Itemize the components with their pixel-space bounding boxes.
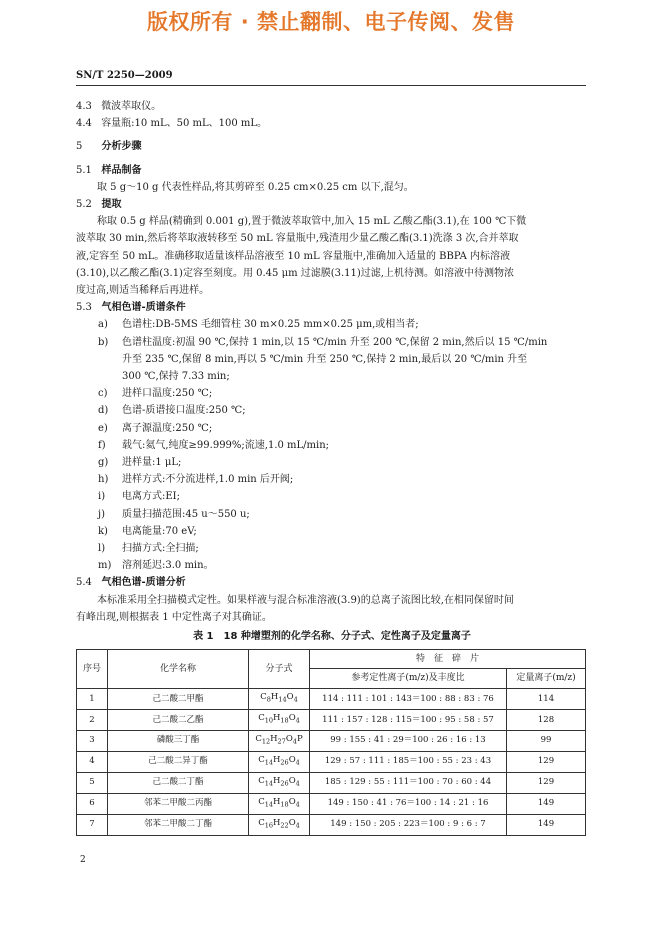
cell-formula — [249, 793, 310, 814]
standard-number: SN/T 2250—2009 — [76, 70, 173, 81]
cell-no: 6 — [77, 793, 108, 814]
condition-text: 进样方式:不分流进样,1.0 min 后开阀; — [122, 474, 294, 486]
table-caption: 表 1 18 种增塑剂的化学名称、分子式、定性离子及定量离子 — [193, 631, 471, 643]
section-5-4-text-line-1: 本标准采用全扫描模式定性。如果样液与混合标准溶液(3.9)的总离子流图比较,在相同保留时间 — [97, 594, 514, 606]
cell-quant: 149 — [507, 793, 586, 814]
condition-key: a) — [98, 319, 108, 331]
table-row — [77, 772, 586, 793]
cell-no: 4 — [77, 751, 108, 772]
cell-ref: 129 : 57 : 111 : 185＝100 : 55 : 23 : 43 — [310, 751, 507, 772]
plasticizer-table — [76, 649, 586, 835]
condition-key: c) — [98, 388, 108, 400]
cell-ref: 185 : 129 : 55 : 111＝100 : 70 : 60 : 44 — [310, 772, 507, 793]
cell-no: 7 — [77, 814, 108, 835]
condition-key: b) — [98, 336, 109, 348]
table-row — [77, 814, 586, 835]
cell-name: 邻苯二甲酸二丁酯 — [108, 814, 249, 835]
condition-text: 升至 235 ℃,保留 8 min,再以 5 ℃/min 升至 250 ℃,保持 2 min,最后以 20 ℃/min 升至 — [122, 353, 528, 365]
condition-text: 进样量:1 μL; — [122, 457, 182, 469]
cell-name: 磷酸三丁酯 — [108, 731, 249, 752]
cell-ref: 114 : 111 : 101 : 143＝100 : 88 : 83 : 76 — [310, 689, 507, 710]
cell-ref: 99 : 155 : 41 : 29＝100 : 26 : 16 : 13 — [310, 731, 507, 752]
condition-item — [76, 334, 588, 351]
condition-text: 电离能量:70 eV; — [122, 525, 197, 537]
cell-name: 邻苯二甲酸二丙酯 — [108, 793, 249, 814]
condition-item — [76, 506, 588, 523]
section-5-4-text-line-2: 有峰出现,则根据表 1 中定性离子对其确证。 — [76, 611, 272, 623]
header-quant-ion: 定量离子(m/z) — [507, 669, 586, 689]
item-4-4: 4.4 容量瓶:10 mL、50 mL、100 mL。 — [76, 118, 267, 130]
condition-key: g) — [98, 457, 109, 469]
copyright-watermark: 版权所有 · 禁止翻制、电子传阅、发售 — [146, 10, 516, 34]
condition-item — [76, 471, 588, 488]
condition-item — [76, 540, 588, 557]
condition-key: l) — [98, 543, 106, 555]
table-row — [77, 731, 586, 752]
gcms-conditions-list — [76, 316, 588, 574]
cell-quant: 149 — [507, 814, 586, 835]
formula-text: $C_{16}H_{22}O_4$ — [258, 817, 300, 830]
condition-item — [76, 385, 588, 402]
cell-formula — [249, 710, 310, 731]
condition-item — [76, 316, 588, 333]
cell-ref: 111 : 157 : 128 : 115＝100 : 95 : 58 : 57 — [310, 710, 507, 731]
cell-quant: 99 — [507, 731, 586, 752]
cell-formula — [249, 772, 310, 793]
condition-text: 溶剂延迟:3.0 min。 — [122, 560, 214, 572]
condition-text: 色谱-质谱接口温度:250 ℃; — [122, 405, 246, 417]
cell-formula — [249, 814, 310, 835]
condition-item — [76, 437, 588, 454]
condition-item — [76, 488, 588, 505]
formula-text: $C_{14}H_{18}O_4$ — [258, 796, 300, 809]
table-row — [77, 793, 586, 814]
condition-item — [76, 351, 588, 368]
condition-text: 色谱柱:DB-5MS 毛细管柱 30 m×0.25 mm×0.25 μm,或相当者; — [122, 319, 419, 331]
table-row — [77, 751, 586, 772]
cell-quant: 129 — [507, 751, 586, 772]
cell-name: 己二酸二乙酯 — [108, 710, 249, 731]
condition-item — [76, 420, 588, 437]
document-body — [76, 98, 588, 836]
condition-text: 质量扫描范围:45 u～550 u; — [122, 508, 250, 520]
condition-item — [76, 523, 588, 540]
section-5-3-heading: 5.3 气相色谱-质谱条件 — [76, 302, 186, 314]
condition-key: h) — [98, 474, 109, 486]
condition-text: 离子源温度:250 ℃; — [122, 422, 213, 434]
formula-text: $C_{12}H_{27}O_4P$ — [255, 734, 303, 746]
section-5-2-paragraph: 称取 0.5 g 样品(精确到 0.001 g),置于微波萃取管中,加入 15 mL 乙酸乙酯(3.1),在 100 ℃下微 波萃取 30 min,然后将萃取液转移至 50 mL 容量瓶中,残渣用少量乙酸乙酯(3.1)洗涤 3 次,合并萃取 液,定容至 50 mL。准确移取适量该样品溶液至 10 mL 容量瓶中,准确加入适量的 BBPA 内标溶液 (3.10),以乙酸乙酯(3.1)定容至刻度。用 0.45 μm 过滤膜(3.11)过滤,上机待测。如溶液中待测物浓 度过高,则适当稀释后再进样。 — [76, 216, 527, 297]
condition-key: k) — [98, 525, 108, 537]
cell-name: 己二酸二异丁酯 — [108, 751, 249, 772]
cell-ref: 149 : 150 : 41 : 76＝100 : 14 : 21 : 16 — [310, 793, 507, 814]
cell-no: 1 — [77, 689, 108, 710]
cell-formula — [249, 689, 310, 710]
header-name: 化学名称 — [108, 650, 249, 689]
cell-formula — [249, 731, 310, 752]
cell-name: 己二酸二甲酯 — [108, 689, 249, 710]
item-4-3: 4.3 微波萃取仪。 — [76, 101, 162, 112]
section-5-4-heading: 5.4 气相色谱-质谱分析 — [76, 577, 186, 589]
condition-key: m) — [98, 560, 112, 572]
header-ref-ions: 参考定性离子(m/z)及丰度比 — [310, 669, 507, 689]
section-5-1-heading: 5.1 样品制备 — [76, 164, 142, 176]
section-5-heading: 5 分析步骤 — [76, 141, 142, 153]
table-body — [77, 689, 586, 835]
table-row — [77, 689, 586, 710]
condition-text: 载气:氦气,纯度≥99.999%;流速,1.0 mL/min; — [122, 439, 330, 451]
header-no: 序号 — [77, 650, 108, 689]
condition-key: d) — [98, 405, 109, 417]
cell-quant: 128 — [507, 710, 586, 731]
condition-key: j) — [98, 508, 106, 520]
formula-text: $C_{14}H_{26}O_4$ — [258, 775, 300, 788]
section-5-2-heading: 5.2 提取 — [76, 199, 122, 211]
page-number: 2 — [80, 855, 86, 865]
section-5-1-text: 取 5 g～10 g 代表性样品,将其剪碎至 0.25 cm×0.25 cm 以下,混匀。 — [97, 181, 414, 193]
header-rule — [76, 85, 586, 86]
header-formula: 分子式 — [249, 650, 310, 689]
condition-text: 扫描方式:全扫描; — [122, 543, 199, 555]
condition-item — [76, 368, 588, 385]
condition-item — [76, 402, 588, 419]
cell-quant: 129 — [507, 772, 586, 793]
header-fragments: 特 征 碎 片 — [310, 650, 586, 669]
cell-quant: 114 — [507, 689, 586, 710]
cell-no: 5 — [77, 772, 108, 793]
cell-no: 3 — [77, 731, 108, 752]
table-row — [77, 710, 586, 731]
formula-text: $C_{10}H_{18}O_4$ — [258, 713, 300, 725]
cell-no: 2 — [77, 710, 108, 731]
cell-name: 己二酸二丁酯 — [108, 772, 249, 793]
cell-formula — [249, 751, 310, 772]
condition-item — [76, 557, 588, 574]
condition-text: 300 ℃,保持 7.33 min; — [122, 371, 230, 383]
condition-text: 进样口温度:250 ℃; — [122, 388, 213, 400]
condition-item — [76, 454, 588, 471]
cell-ref: 149 : 150 : 205 : 223＝100 : 9 : 6 : 7 — [310, 814, 507, 835]
formula-text: $C_{14}H_{26}O_4$ — [258, 754, 300, 767]
condition-key: i) — [98, 491, 106, 503]
condition-key: e) — [98, 422, 108, 434]
condition-text: 色谱柱温度:初温 90 ℃,保持 1 min,以 15 ℃/min 升至 200 ℃,保留 2 min,然后以 15 ℃/min — [122, 336, 548, 348]
condition-key: f) — [98, 439, 106, 451]
condition-text: 电离方式:EI; — [122, 491, 180, 503]
formula-text: $C_8H_{14}O_4$ — [260, 692, 298, 704]
